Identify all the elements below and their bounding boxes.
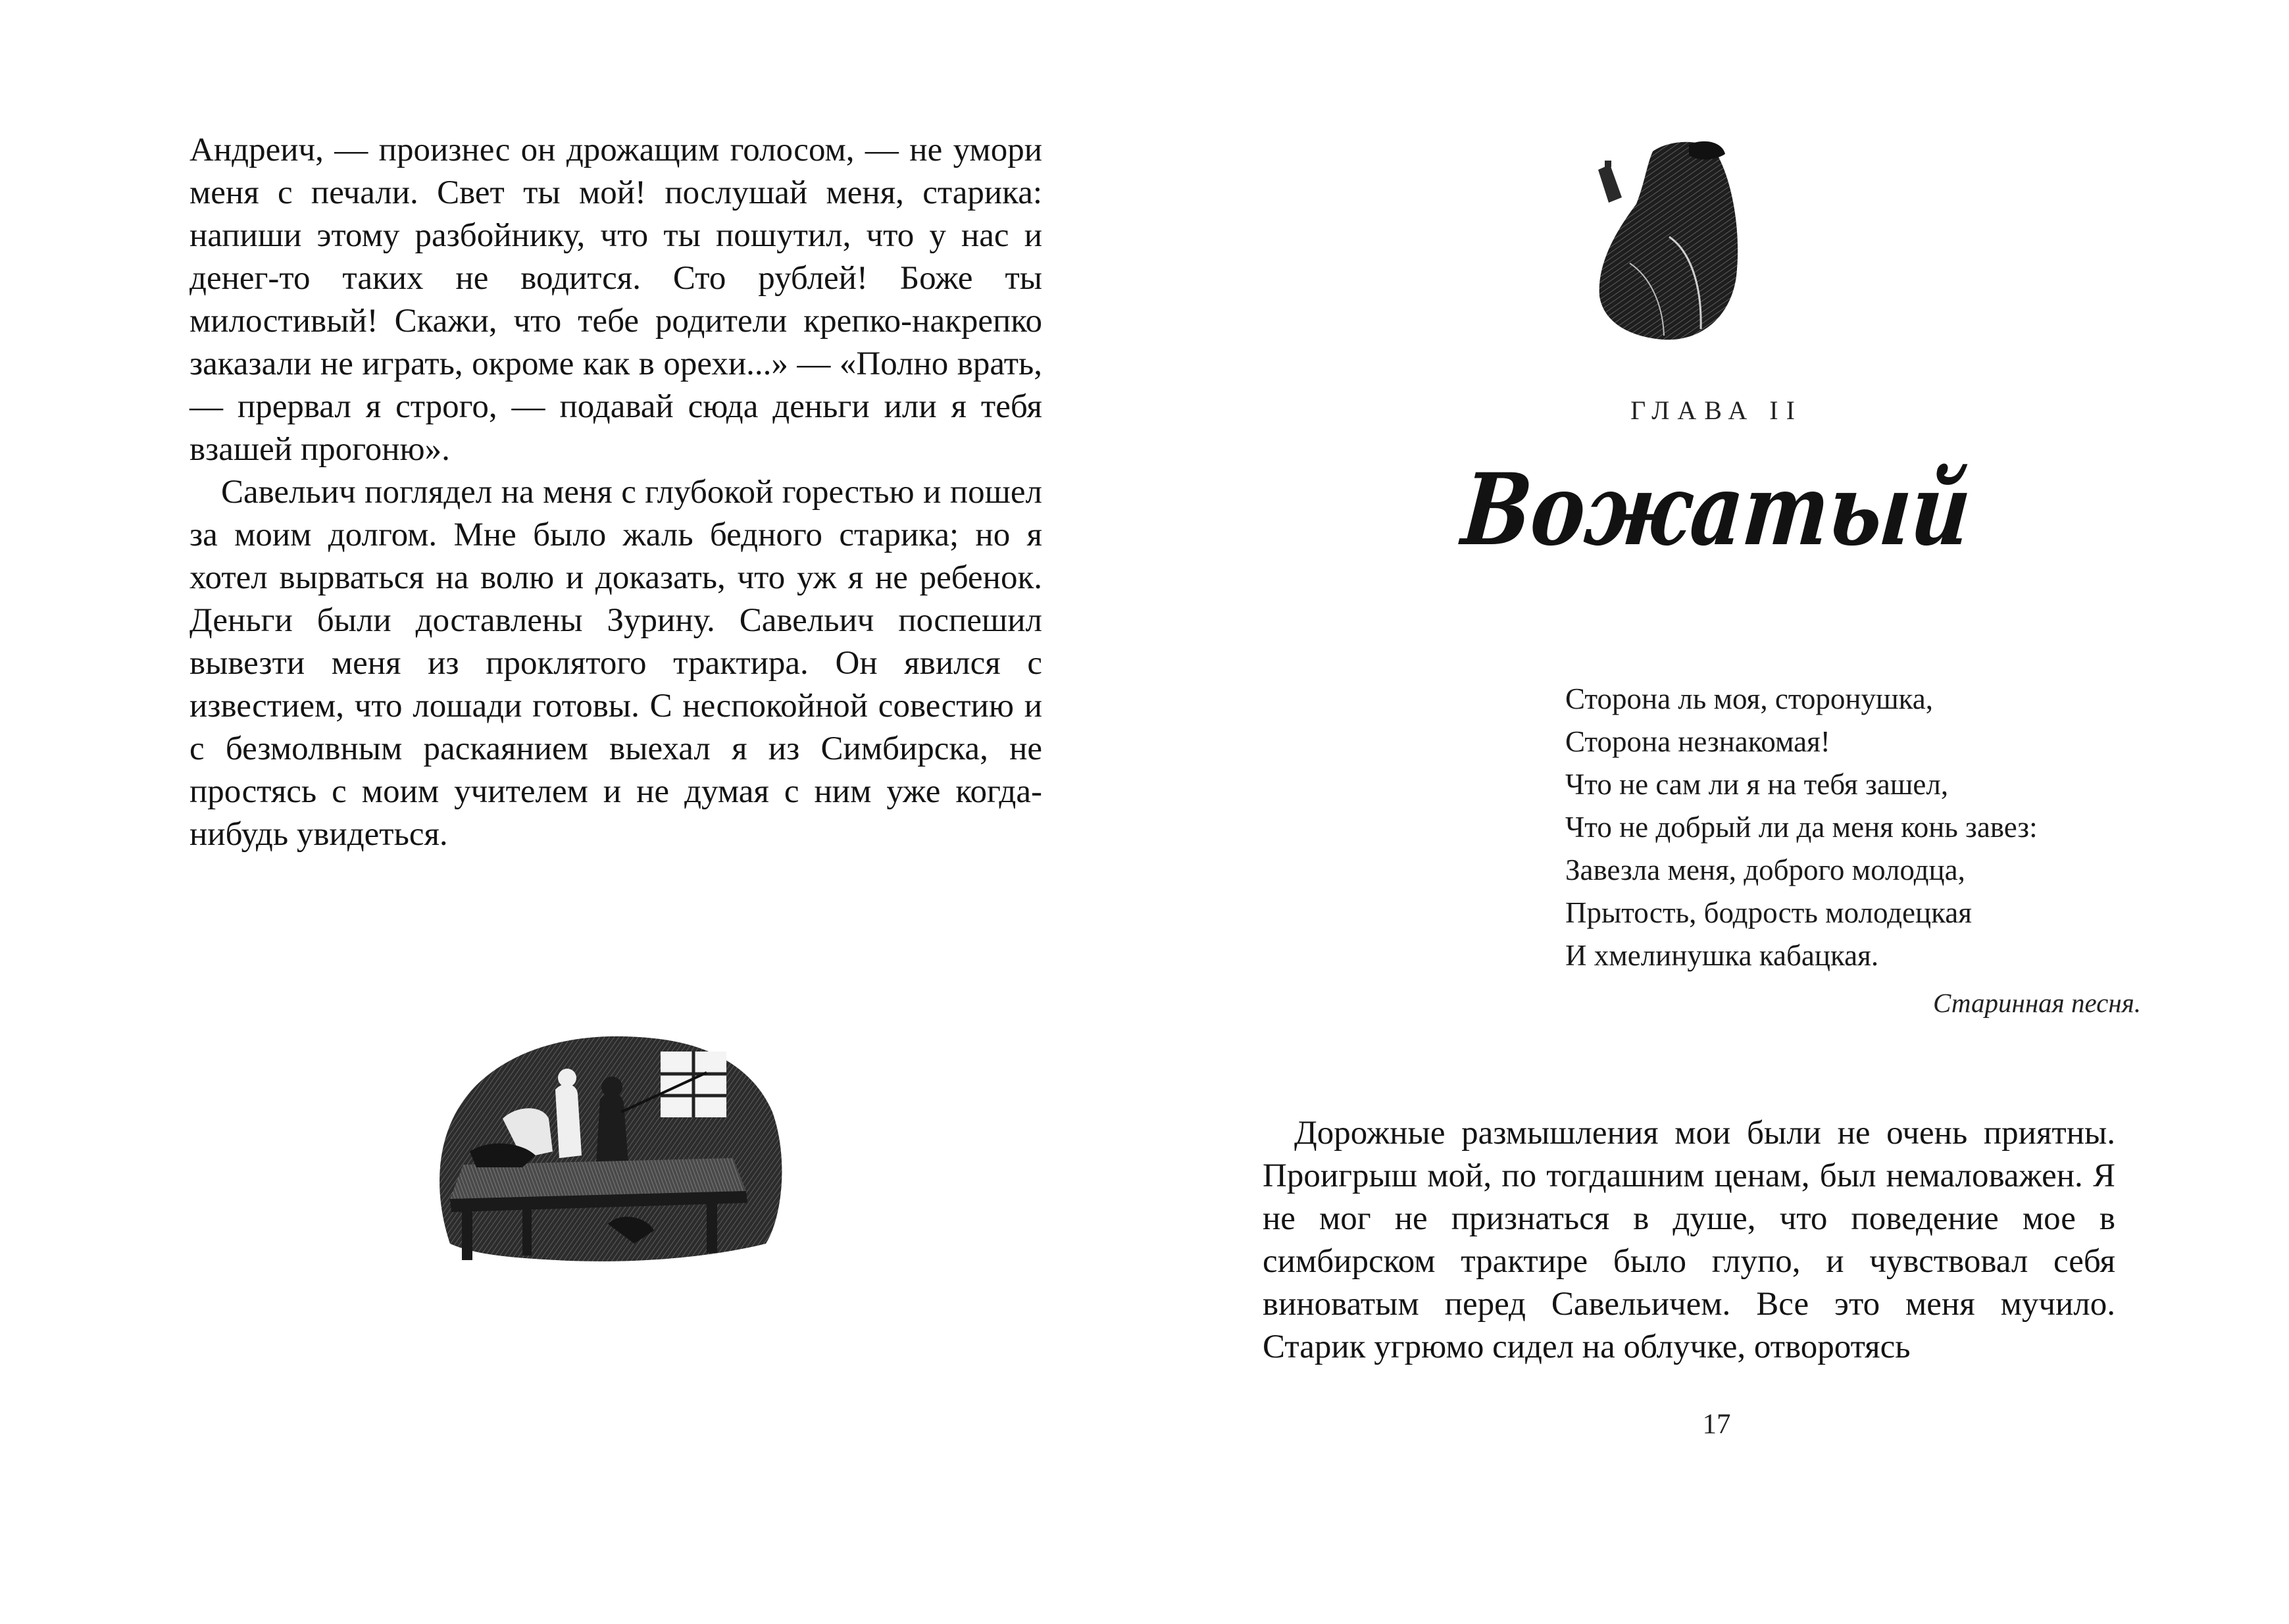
chapter-title: Вожатый — [1457, 452, 1976, 568]
epigraph-line: Завезла меня, доброго молодца, — [1565, 853, 1965, 886]
chapter-label: ГЛАВА II — [1630, 395, 1803, 425]
page-number: 17 — [1702, 1409, 1731, 1440]
paragraph-road-thoughts: Дорожные размышления мои были не очень приятны. Проигрыш мой, по тогдашним ценам, был немаловажен. Я не мог не признаться в душе, что поведение мое в симбирском трактире было глупо, и чувствовал себя виноватым перед Савельичем. Все это меня мучило. Старик угрюмо сидел на облучке, отворотясь — [1263, 1115, 2115, 1365]
left-page — [0, 0, 1144, 1624]
epigraph-line: Что не сам ли я на тебя зашел, — [1565, 768, 1949, 801]
epigraph-line: Сторона незнакомая! — [1565, 725, 1830, 758]
right-page — [1144, 0, 2289, 1624]
epigraph-line: И хмелинушка кабацкая. — [1565, 939, 1879, 972]
epigraph-line: Что не добрый ли да меня конь завез: — [1565, 811, 2038, 844]
paragraph-savelich-plea: Андреич, — произнес он дрожащим голосом, — не умори меня с печали. Свет ты мой! послушай меня, старика: напиши этому разбойнику, что ты пошутил, что у нас и денег-то таких не водится. Сто рублей! Боже ты милостивый! Скажи, что тебе родители крепко-накрепко заказали не играть, окроме как в орехи...» — «Полно врать, — прервал я строго, — подавай сюда деньги или я тебя взашей прогоню». — [189, 132, 1042, 468]
billiards-engraving-illustration — [424, 1027, 792, 1283]
right-page-text — [1263, 1112, 2115, 1369]
left-page-text — [189, 129, 1042, 856]
epigraph — [1565, 678, 2038, 977]
epigraph-line: Прытость, бодрость молодецкая — [1565, 896, 1972, 929]
coat-illustration — [1590, 132, 1748, 349]
epigraph-source: Старинная песня. — [1932, 988, 2141, 1018]
epigraph-line: Сторона ль моя, сторонушка, — [1565, 682, 1934, 715]
paragraph-departure: Савельич поглядел на меня с глубокой горестью и пошел за моим долгом. Мне было жаль бедного старика; но я хотел вырваться на волю и доказать, что уж я не ребенок. Деньги были доставлены Зурину. Савельич поспешил вывезти меня из проклятого трактира. Он явился с известием, что лошади готовы. С неспокойной совестию и с безмолвным раскаянием выехал я из Симбирска, не простясь с моим учителем и не думая с ним уже когда-нибудь увидеться. — [189, 474, 1042, 853]
